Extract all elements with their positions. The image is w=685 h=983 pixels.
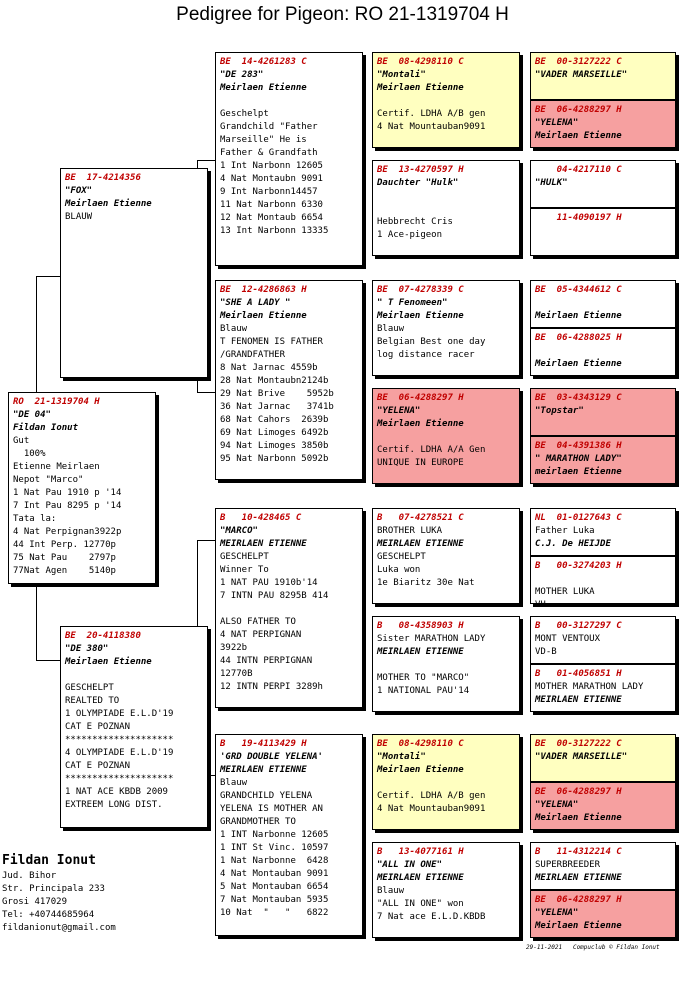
- box-line: 69 Nat Limoges 6492b: [220, 428, 329, 438]
- box-line: Blauw: [377, 886, 405, 896]
- box-line: CAT E POZNAN: [65, 722, 131, 732]
- breeder-name: Meirlaen Etienne: [220, 311, 307, 321]
- ring-number: 04-4217110 C: [535, 165, 622, 175]
- box-line: 9 Int Narbonn14457: [220, 187, 318, 197]
- box-line: Winner To: [220, 565, 269, 575]
- box-line: EXTREEM LONG DIST.: [65, 800, 163, 810]
- ring-number: B 10-428465 C: [220, 513, 302, 523]
- box-line: Geschelpt: [220, 109, 269, 119]
- box-line: 3922b: [220, 643, 248, 653]
- box-line: 1 Nat Narbonne 6428: [220, 856, 329, 866]
- box-line: YELENA IS MOTHER AN: [220, 804, 323, 814]
- pigeon-name: " MARATHON LADY": [535, 454, 622, 464]
- breeder-name: MEIRLAEN ETIENNE: [377, 539, 464, 549]
- box-line: GESCHELPT: [377, 552, 426, 562]
- box-line: 12 INTN PERPI 3289h: [220, 682, 323, 692]
- box-line: REALTED TO: [65, 696, 120, 706]
- box-line: [377, 190, 515, 203]
- ring-number: 11-4090197 H: [535, 213, 622, 223]
- footer-credit: 29-11-2021 Compuclub © Fildan Ionut: [526, 944, 660, 951]
- breeder-name: C.J. De HEIJDE: [535, 539, 611, 549]
- ring-number: BE 06-4288297 H: [535, 787, 622, 797]
- ring-number: BE 05-4344612 C: [535, 285, 622, 295]
- box-line: ********************: [65, 735, 174, 745]
- pedigree-box-subject: [8, 392, 156, 584]
- pedigree-box-sd-sire: [372, 280, 520, 376]
- pedigree-box-sire-sire: [215, 52, 363, 266]
- connector: [36, 660, 60, 661]
- breeder-name: Fildan Ionut: [13, 423, 79, 433]
- pigeon-name: "YELENA": [377, 406, 421, 416]
- breeder-name: Meirlaen Etienne: [377, 83, 464, 93]
- breeder-name: Meirlaen Etienne: [65, 199, 152, 209]
- box-line: 1 INT Narbonne 12605: [220, 830, 329, 840]
- box-line: Blauw: [220, 778, 248, 788]
- box-line: VH: [535, 600, 546, 610]
- owner-info: [2, 852, 212, 935]
- box-line: log distance racer: [377, 350, 475, 360]
- box-line: Grandchild "Father: [220, 122, 318, 132]
- ring-number: BE 12-4286863 H: [220, 285, 307, 295]
- owner-name: Fildan Ionut: [2, 853, 96, 868]
- pedigree-box-gen4-6: [530, 328, 676, 376]
- box-line: 95 Nat Narbonn 5092b: [220, 454, 329, 464]
- pigeon-name: 'GRD DOUBLE YELENA': [220, 752, 323, 762]
- box-line: Father & Grandfath: [220, 148, 318, 158]
- box-line: Nepot "Marco": [13, 475, 84, 485]
- ring-number: BE 06-4288297 H: [535, 895, 622, 905]
- box-line: Certif. LDHA A/B gen: [377, 791, 486, 801]
- box-line: 13 Int Narbonn 13335: [220, 226, 329, 236]
- ring-number: BE 07-4278339 C: [377, 285, 464, 295]
- box-line: 4 Nat Mountauban9091: [377, 122, 486, 132]
- pedigree-box-gen4-5: [530, 280, 676, 328]
- box-line: VD-B: [535, 647, 557, 657]
- box-line: 7 Int Pau 8295 p '14: [13, 501, 122, 511]
- box-line: GESCHELPT: [220, 552, 269, 562]
- breeder-name: Meirlaen Etienne: [377, 765, 464, 775]
- box-line: "ALL IN ONE" won: [377, 899, 464, 909]
- box-line: 44 Int Perp. 12770p: [13, 540, 116, 550]
- box-line: 29 Nat Brive 5952b: [220, 389, 334, 399]
- box-line: Blauw: [377, 324, 405, 334]
- box-line: 1 NATIONAL PAU'14: [377, 686, 470, 696]
- ring-number: RO 21-1319704 H: [13, 397, 100, 407]
- box-line: [377, 431, 515, 444]
- box-line: 8 Nat Jarnac 4559b: [220, 363, 318, 373]
- box-line: CAT E POZNAN: [65, 761, 131, 771]
- ring-number: BE 06-4288025 H: [535, 333, 622, 343]
- box-line: [535, 297, 671, 310]
- box-line: Certif. LDHA A/A Gen: [377, 445, 486, 455]
- box-line: MONT VENTOUX: [535, 634, 601, 644]
- pedigree-box-gen4-11: [530, 616, 676, 664]
- pigeon-name: "DE 283": [220, 70, 264, 80]
- owner-email: fildanionut@gmail.com: [2, 923, 116, 933]
- box-line: 1 Int Narbonn 12605: [220, 161, 323, 171]
- box-line: GRANDCHILD YELENA: [220, 791, 313, 801]
- box-line: Sister MARATHON LADY: [377, 634, 486, 644]
- ring-number: BE 04-4391386 H: [535, 441, 622, 451]
- owner-line: Grosi 417029: [2, 897, 68, 907]
- pedigree-box-gen4-16: [530, 890, 676, 938]
- pigeon-name: "DE 380": [65, 644, 109, 654]
- box-line: 1 INT St Vinc. 10597: [220, 843, 329, 853]
- breeder-name: Meirlaen Etienne: [535, 921, 622, 931]
- box-line: [220, 603, 358, 616]
- box-line: Certif. LDHA A/B gen: [377, 109, 486, 119]
- pedigree-box-gen4-15: [530, 842, 676, 890]
- box-line: T FENOMEN IS FATHER: [220, 337, 323, 347]
- box-line: 1 NAT PAU 1910b'14: [220, 578, 318, 588]
- pedigree-box-sire-dam: [215, 280, 363, 480]
- box-line: Blauw: [220, 324, 248, 334]
- ring-number: NL 01-0127643 C: [535, 513, 622, 523]
- box-line: [535, 573, 671, 586]
- box-line: 36 Nat Jarnac 3741b: [220, 402, 334, 412]
- pigeon-name: "VADER MARSEILLE": [535, 752, 628, 762]
- box-line: 5 Nat Montauban 6654: [220, 882, 329, 892]
- breeder-name: MEIRLAEN ETIENNE: [220, 539, 307, 549]
- box-line: [377, 659, 515, 672]
- box-line: 7 INTN PAU 8295B 414: [220, 591, 329, 601]
- connector: [36, 276, 60, 277]
- pigeon-name: "MARCO": [220, 526, 258, 536]
- ring-number: B 07-4278521 C: [377, 513, 464, 523]
- page-title: Pedigree for Pigeon: RO 21-1319704 H: [176, 4, 509, 25]
- owner-line: Tel: +40744685964: [2, 910, 95, 920]
- pigeon-name: "VADER MARSEILLE": [535, 70, 628, 80]
- pedigree-box-dam: [60, 626, 208, 828]
- connector: [36, 276, 37, 393]
- ring-number: B 00-3274203 H: [535, 561, 622, 571]
- box-line: SUPERBREEDER: [535, 860, 601, 870]
- pigeon-name: "Montali": [377, 752, 426, 762]
- ring-number: B 11-4312214 C: [535, 847, 622, 857]
- box-line: 1 Ace-pigeon: [377, 230, 443, 240]
- box-line: [377, 203, 515, 216]
- box-line: 28 Nat Montaubn2124b: [220, 376, 329, 386]
- box-line: 75 Nat Pau 2797p: [13, 553, 116, 563]
- box-line: 1 OLYMPIADE E.L.D'19: [65, 709, 174, 719]
- box-line: 12770B: [220, 669, 253, 679]
- box-line: 1e Biaritz 30e Nat: [377, 578, 475, 588]
- pedigree-box-gen4-3: [530, 160, 676, 208]
- box-line: 77Nat Agen 5140p: [13, 566, 116, 576]
- pedigree-box-gen4-2: [530, 100, 676, 148]
- box-line: [65, 669, 203, 682]
- box-line: Tata la:: [13, 514, 57, 524]
- pigeon-name: "ALL IN ONE": [377, 860, 443, 870]
- box-line: 4 Nat Perpignan3922p: [13, 527, 122, 537]
- ring-number: BE 06-4288297 H: [535, 105, 622, 115]
- breeder-name: MEIRLAEN ETIENNE: [377, 873, 464, 883]
- box-line: [377, 777, 515, 790]
- box-line: 68 Nat Cahors 2639b: [220, 415, 329, 425]
- pedigree-box-dam-sire: [215, 508, 363, 708]
- breeder-name: meirlaen Etienne: [535, 467, 622, 477]
- box-line: [220, 95, 358, 108]
- box-line: MOTHER MARATHON LADY: [535, 682, 644, 692]
- ring-number: BE 13-4270597 H: [377, 165, 464, 175]
- breeder-name: Meirlaen Etienne: [535, 813, 622, 823]
- box-line: BROTHER LUKA: [377, 526, 443, 536]
- box-line: [377, 95, 515, 108]
- pigeon-name: "YELENA": [535, 118, 579, 128]
- pedigree-box-gen4-7: [530, 388, 676, 436]
- pedigree-box-sire: [60, 168, 208, 378]
- ring-number: BE 08-4298110 C: [377, 739, 464, 749]
- breeder-name: MEIRLAEN ETIENNE: [535, 695, 622, 705]
- pedigree-box-gen4-9: [530, 508, 676, 556]
- pedigree-box-gen4-1: [530, 52, 676, 100]
- ring-number: B 00-3127297 C: [535, 621, 622, 631]
- breeder-name: MEIRLAEN ETIENNE: [535, 873, 622, 883]
- pedigree-box-ds-dam: [372, 616, 520, 712]
- box-line: MOTHER LUKA: [535, 587, 595, 597]
- ring-number: BE 00-3127222 C: [535, 57, 622, 67]
- pedigree-box-gen4-10: [530, 556, 676, 610]
- breeder-name: Meirlaen Etienne: [377, 419, 464, 429]
- ring-number: BE 14-4261283 C: [220, 57, 307, 67]
- box-line: 1 Nat Pau 1910 p '14: [13, 488, 122, 498]
- pedigree-box-gen4-13: [530, 734, 676, 782]
- box-line: UNIQUE IN EUROPE: [377, 458, 464, 468]
- ring-number: B 01-4056851 H: [535, 669, 622, 679]
- box-line: Etienne Meirlaen: [13, 462, 100, 472]
- ring-number: BE 08-4298110 C: [377, 57, 464, 67]
- pigeon-name: "SHE A LADY ": [220, 298, 291, 308]
- pigeon-name: "HULK": [535, 178, 568, 188]
- ring-number: BE 20-4118380: [65, 631, 141, 641]
- box-line: Belgian Best one day: [377, 337, 486, 347]
- box-line: 7 Nat Montauban 5935: [220, 895, 329, 905]
- owner-line: Str. Principala 233: [2, 884, 105, 894]
- pigeon-name: "DE 04": [13, 410, 51, 420]
- box-line: 100%: [13, 449, 46, 459]
- breeder-name: Meirlaen Etienne: [535, 359, 622, 369]
- box-line: 10 Nat " " 6822: [220, 908, 329, 918]
- ring-number: BE 06-4288297 H: [377, 393, 464, 403]
- pedigree-box-gen4-14: [530, 782, 676, 830]
- box-line: 4 OLYMPIADE E.L.D'19: [65, 748, 174, 758]
- breeder-name: MEIRLAEN ETIENNE: [377, 647, 464, 657]
- ring-number: B 13-4077161 H: [377, 847, 464, 857]
- box-line: 1 NAT ACE KBDB 2009: [65, 787, 168, 797]
- breeder-name: Meirlaen Etienne: [377, 311, 464, 321]
- box-line: Luka won: [377, 565, 421, 575]
- box-line: MOTHER TO "MARCO": [377, 673, 470, 683]
- box-line: 7 Nat ace E.L.D.KBDB: [377, 912, 486, 922]
- box-line: 12 Nat Montaub 6654: [220, 213, 323, 223]
- box-line: 94 Nat Limoges 3850b: [220, 441, 329, 451]
- box-line: Marseille" He is: [220, 135, 307, 145]
- box-line: GESCHELPT: [65, 683, 114, 693]
- ring-number: BE 17-4214356: [65, 173, 141, 183]
- box-line: ALSO FATHER TO: [220, 617, 296, 627]
- breeder-name: Meirlaen Etienne: [220, 83, 307, 93]
- box-line: Gut: [13, 436, 30, 446]
- pigeon-name: "Topstar": [535, 406, 584, 416]
- breeder-name: MEIRLAEN ETIENNE: [220, 765, 307, 775]
- ring-number: B 08-4358903 H: [377, 621, 464, 631]
- box-line: Father Luka: [535, 526, 595, 536]
- breeder-name: Meirlaen Etienne: [65, 657, 152, 667]
- connector: [197, 540, 215, 541]
- breeder-name: Meirlaen Etienne: [535, 311, 622, 321]
- pedigree-box-ds-sire: [372, 508, 520, 604]
- box-line: 44 INTN PERPIGNAN: [220, 656, 313, 666]
- pedigree-box-ss-dam: [372, 160, 520, 256]
- box-line: ********************: [65, 774, 174, 784]
- pedigree-box-gen4-4: [530, 208, 676, 256]
- ring-number: B 19-4113429 H: [220, 739, 307, 749]
- breeder-name: Meirlaen Etienne: [535, 131, 622, 141]
- pigeon-name: Dauchter "Hulk": [377, 178, 459, 188]
- connector: [197, 392, 215, 393]
- pedigree-box-dd-dam: [372, 842, 520, 938]
- pedigree-box-gen4-12: [530, 664, 676, 712]
- ring-number: BE 00-3127222 C: [535, 739, 622, 749]
- ring-number: BE 03-4343129 C: [535, 393, 622, 403]
- pedigree-box-dam-dam: [215, 734, 363, 936]
- pigeon-name: "YELENA": [535, 800, 579, 810]
- box-line: 4 Nat Montaubn 9091: [220, 174, 323, 184]
- box-line: GRANDMOTHER TO: [220, 817, 296, 827]
- box-line: /GRANDFATHER: [220, 350, 286, 360]
- box-line: BLAUW: [65, 212, 93, 222]
- box-line: 4 NAT PERPIGNAN: [220, 630, 302, 640]
- pedigree-box-gen4-8: [530, 436, 676, 484]
- connector: [197, 160, 215, 161]
- pigeon-name: "Montali": [377, 70, 426, 80]
- pigeon-name: "FOX": [65, 186, 93, 196]
- pedigree-box-dd-sire: [372, 734, 520, 830]
- pedigree-box-sd-dam: [372, 388, 520, 484]
- box-line: [535, 345, 671, 358]
- box-line: 4 Nat Mountauban9091: [377, 804, 486, 814]
- pigeon-name: " T Fenomeen": [377, 298, 448, 308]
- pigeon-name: "YELENA": [535, 908, 579, 918]
- pedigree-box-ss-sire: [372, 52, 520, 148]
- box-line: Hebbrecht Cris: [377, 217, 453, 227]
- owner-line: Jud. Bihor: [2, 871, 57, 881]
- box-line: 4 Nat Montauban 9091: [220, 869, 329, 879]
- box-line: 11 Nat Narbonn 6330: [220, 200, 323, 210]
